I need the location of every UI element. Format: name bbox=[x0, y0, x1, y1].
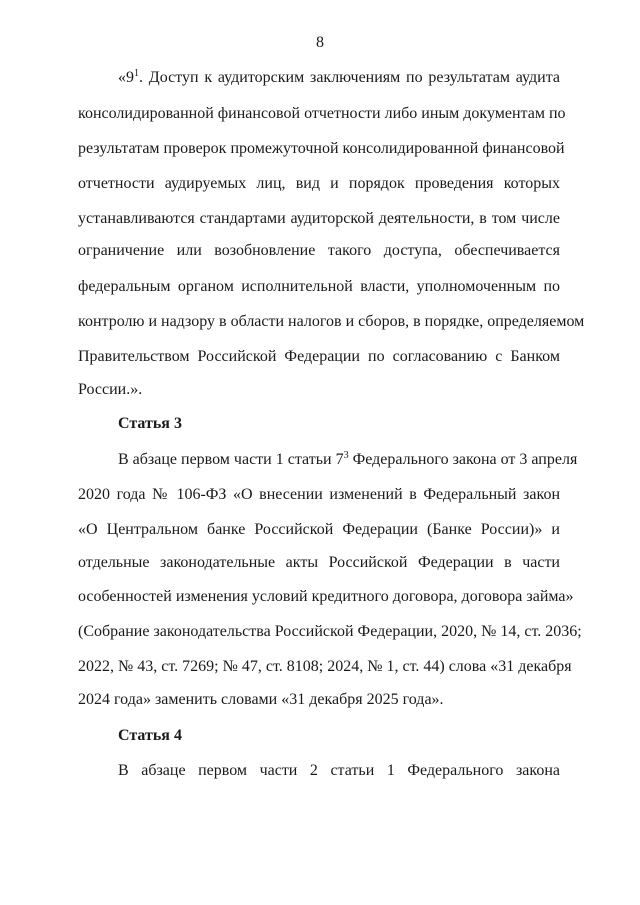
paragraph-1-line-1-start: «9 bbox=[118, 69, 134, 86]
paragraph-1-line-1-end: . Доступ к аудиторским заключениям по результатам аудита bbox=[139, 69, 560, 86]
article-3-line-5: особенностей изменения условий кредитного договора, договора займа» bbox=[78, 588, 574, 605]
paragraph-1-line-3: результатам проверок промежуточной консолидированной финансовой bbox=[78, 140, 565, 157]
paragraph-1-line-1 bbox=[118, 68, 560, 88]
article-3-heading: Статья 3 bbox=[118, 415, 182, 432]
article-3-line-7: 2022, № 43, ст. 7269; № 47, ст. 8108; 2024, № 1, ст. 44) слова «31 декабря bbox=[78, 658, 572, 675]
paragraph-1-line-10: России.». bbox=[78, 381, 143, 398]
article-4-heading: Статья 4 bbox=[118, 727, 182, 744]
article-3-line-1-end: Федерального закона от 3 апреля bbox=[348, 451, 578, 468]
article-3-line-1-start: В абзаце первом части 1 статьи 7 bbox=[118, 451, 344, 468]
paragraph-1-line-4: отчетности аудируемых лиц, вид и порядок проведения которых bbox=[78, 175, 560, 192]
paragraph-1-line-8: контролю и надзору в области налогов и сборов, в порядке, определяемом bbox=[78, 313, 585, 330]
footnote-superscript: 3 bbox=[343, 450, 349, 461]
article-3-line-3: «О Центральном банке Российской Федерации (Банке России)» и bbox=[78, 521, 560, 538]
page-number: 8 bbox=[316, 34, 324, 51]
article-3-line-2: 2020 года № 106-ФЗ «О внесении изменений в Федеральный закон bbox=[78, 486, 560, 503]
paragraph-1-line-6: ограничение или возобновление такого доступа, обеспечивается bbox=[78, 242, 560, 259]
paragraph-1-line-9: Правительством Российской Федерации по согласованию с Банком bbox=[78, 348, 560, 365]
article-3-line-8: 2024 года» заменить словами «31 декабря 2025 года». bbox=[78, 691, 444, 708]
paragraph-1-line-5: устанавливаются стандартами аудиторской деятельности, в том числе bbox=[78, 210, 560, 227]
footnote-superscript: 1 bbox=[134, 68, 139, 79]
article-3-line-4: отдельные законодательные акты Российской Федерации в части bbox=[78, 554, 560, 571]
article-3-line-1 bbox=[118, 450, 578, 470]
article-3-line-6: (Собрание законодательства Российской Федерации, 2020, № 14, ст. 2036; bbox=[78, 623, 582, 640]
paragraph-1-line-2: консолидированной финансовой отчетности либо иным документам по bbox=[78, 105, 566, 122]
article-4-line-1: В абзаце первом части 2 статьи 1 Федерального закона bbox=[118, 762, 560, 779]
paragraph-1-line-7: федеральным органом исполнительной власти, уполномоченным по bbox=[78, 278, 560, 295]
